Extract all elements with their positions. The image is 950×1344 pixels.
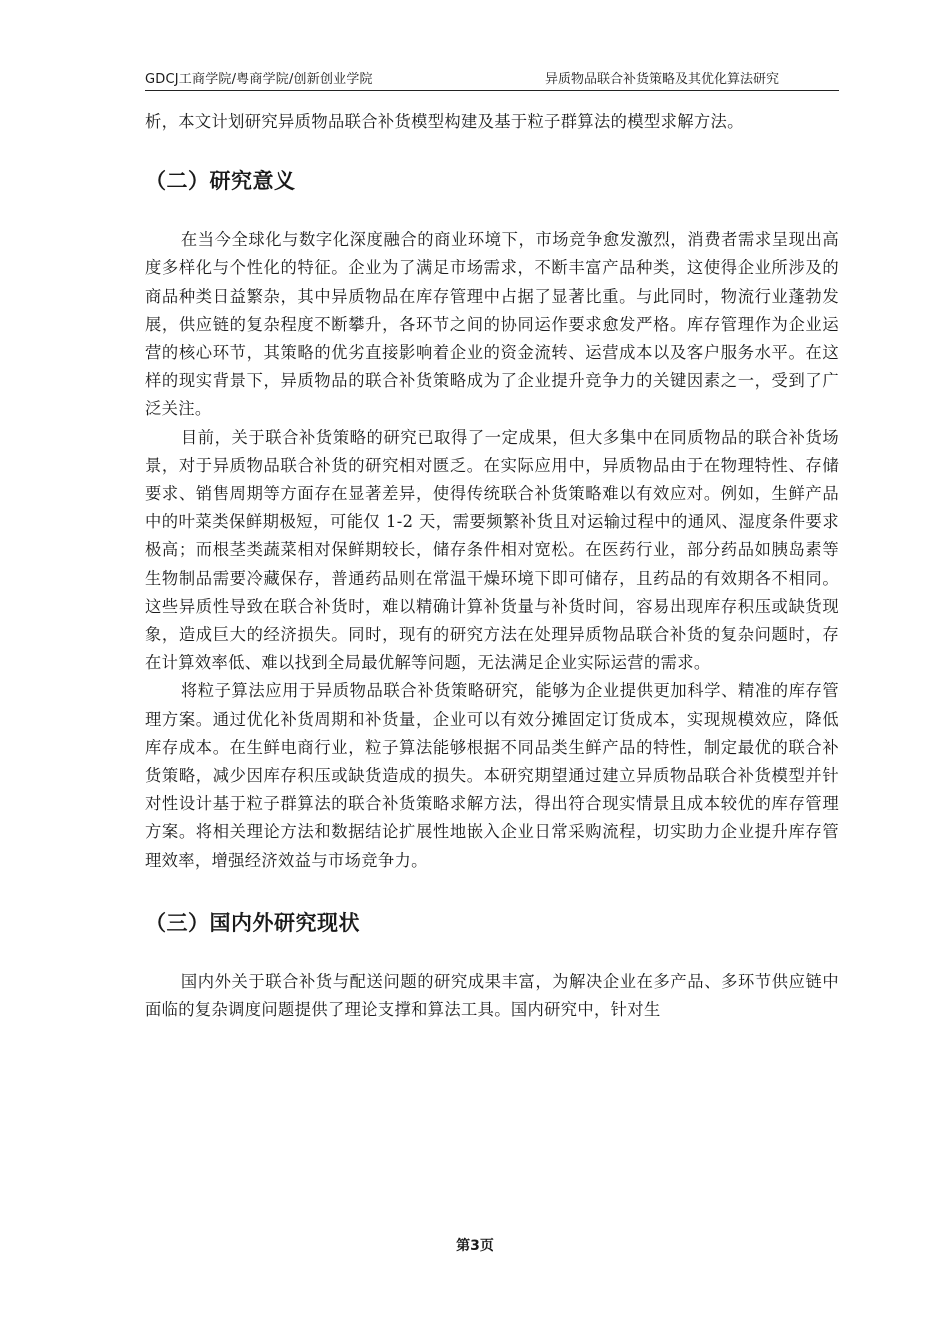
header-thesis-title: 异质物品联合补货策略及其优化算法研究 xyxy=(544,72,779,87)
running-header xyxy=(145,66,839,91)
body-content xyxy=(145,108,839,1024)
paragraph: 目前，关于联合补货策略的研究已取得了一定成果，但大多集中在同质物品的联合补货场景，对于异质物品联合补货的研究相对匮乏。在实际应用中，异质物品由于在物理特性、存储要求、销售周期等方面存在显著差异，使得传统联合补货策略难以有效应对。例如，生鲜产品中的叶菜类保鲜期极短，可能仅 1-2 天，需要频繁补货且对运输过程中的通风、湿度条件要求极高；而根茎类蔬菜相对保鲜期较长，储存条件相对宽松。在医药行业，部分药品如胰岛素等生物制品需要冷藏保存，普通药品则在常温干燥环境下即可储存，且药品的有效期各不相同。这些异质性导致在联合补货时，难以精确计算补货量与补货时间，容易出现库存积压或缺货现象，造成巨大的经济损失。同时，现有的研究方法在处理异质物品联合补货的复杂问题时，存在计算效率低、难以找到全局最优解等问题，无法满足企业实际运营的需求。 xyxy=(145,427,839,673)
paragraph: 在当今全球化与数字化深度融合的商业环境下，市场竞争愈发激烈，消费者需求呈现出高度多样化与个性化的特征。企业为了满足市场需求，不断丰富产品种类，这使得企业所涉及的商品种类日益繁杂，其中异质物品在库存管理中占据了显著比重。与此同时，物流行业蓬勃发展，供应链的复杂程度不断攀升，各环节之间的协同运作要求愈发严格。库存管理作为企业运营的核心环节，其策略的优劣直接影响着企业的资金流转、运营成本以及客户服务水平。在这样的现实背景下，异质物品的联合补货策略成为了企业提升竞争力的关键因素之一，受到了广泛关注。 xyxy=(145,230,839,419)
lead-in-paragraph: 析，本文计划研究异质物品联合补货模型构建及基于粒子群算法的模型求解方法。 xyxy=(145,112,744,131)
header-institution: GDCJ工商学院/粤商学院/创新创业学院 xyxy=(145,72,373,87)
paragraph: 国内外关于联合补货与配送问题的研究成果丰富，为解决企业在多产品、多环节供应链中面临的复杂调度问题提供了理论支撑和算法工具。国内研究中，针对生 xyxy=(145,971,839,1020)
paragraph: 将粒子算法应用于异质物品联合补货策略研究，能够为企业提供更加科学、精准的库存管理方案。通过优化补货周期和补货量，企业可以有效分摊固定订货成本，实现规模效应，降低库存成本。在生鲜电商行业，粒子算法能够根据不同品类生鲜产品的特性，制定最优的联合补货策略，减少因库存积压或缺货造成的损失。本研究期望通过建立异质物品联合补货模型并针对性设计基于粒子群算法的联合补货策略求解方法，得出符合现实情景且成本较优的库存管理方案。将相关理论方法和数据结论扩展性地嵌入企业日常采购流程，切实助力企业提升库存管理效率，增强经济效益与市场竞争力。 xyxy=(145,681,839,870)
section-heading-research-significance: （二）研究意义 xyxy=(145,169,296,194)
section-heading-research-status: （三）国内外研究现状 xyxy=(145,910,360,935)
page-number: 第3页 xyxy=(456,1238,494,1254)
